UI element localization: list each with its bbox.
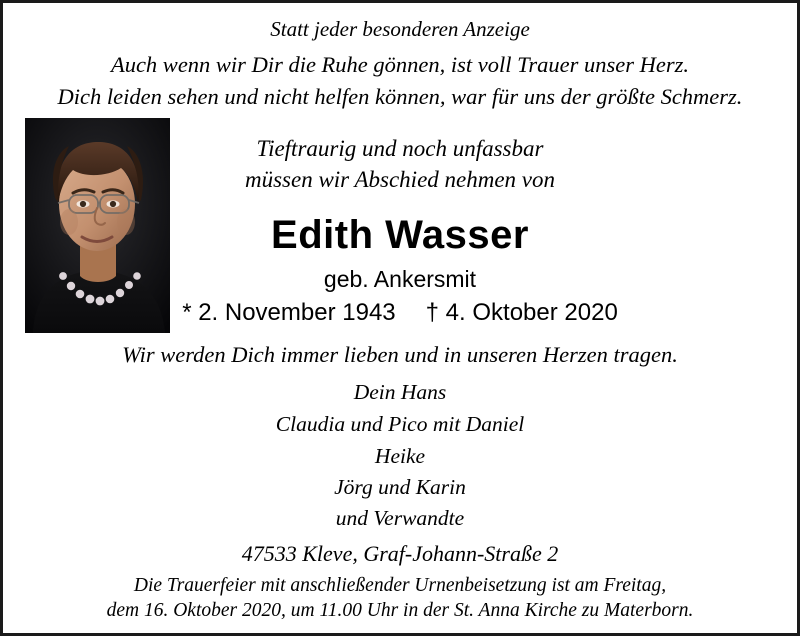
- verse-line-2: Dich leiden sehen und nicht helfen können, war für uns der größte Schmerz.: [57, 84, 743, 109]
- life-dates: [3, 299, 797, 327]
- address-line: 47533 Kleve, Graf-Johann-Straße 2: [241, 541, 559, 566]
- funeral-line-2: dem 16. Oktober 2020, um 11.00 Uhr in der St. Anna Kirche zu Materborn.: [106, 600, 694, 621]
- funeral-line-1: Die Trauerfeier mit anschließender Urnenbeisetzung ist am Freitag,: [133, 575, 667, 596]
- deceased-name: Edith Wasser: [271, 213, 529, 257]
- intro-line-1: Tieftraurig und noch unfassbar: [256, 136, 544, 161]
- verse-line-1: Auch wenn wir Dir die Ruhe gönnen, ist voll Trauer unser Herz.: [110, 52, 690, 77]
- maiden-name: geb. Ankersmit: [323, 266, 477, 292]
- death-date: † 4. Oktober 2020: [425, 299, 618, 326]
- birth-date: * 2. November 1943: [182, 299, 396, 326]
- intro-line-2: müssen wir Abschied nehmen von: [244, 167, 556, 192]
- mourner-line: Dein Hans: [353, 380, 447, 404]
- mourner-line: Jörg und Karin: [334, 475, 466, 499]
- header-line: Statt jeder besonderen Anzeige: [270, 17, 530, 41]
- mourner-line: Heike: [374, 444, 426, 468]
- mourner-line: Claudia und Pico mit Daniel: [275, 412, 525, 436]
- mourner-line: und Verwandte: [335, 506, 465, 530]
- obituary-inner: [3, 3, 797, 633]
- love-line: Wir werden Dich immer lieben und in unseren Herzen tragen.: [122, 342, 678, 367]
